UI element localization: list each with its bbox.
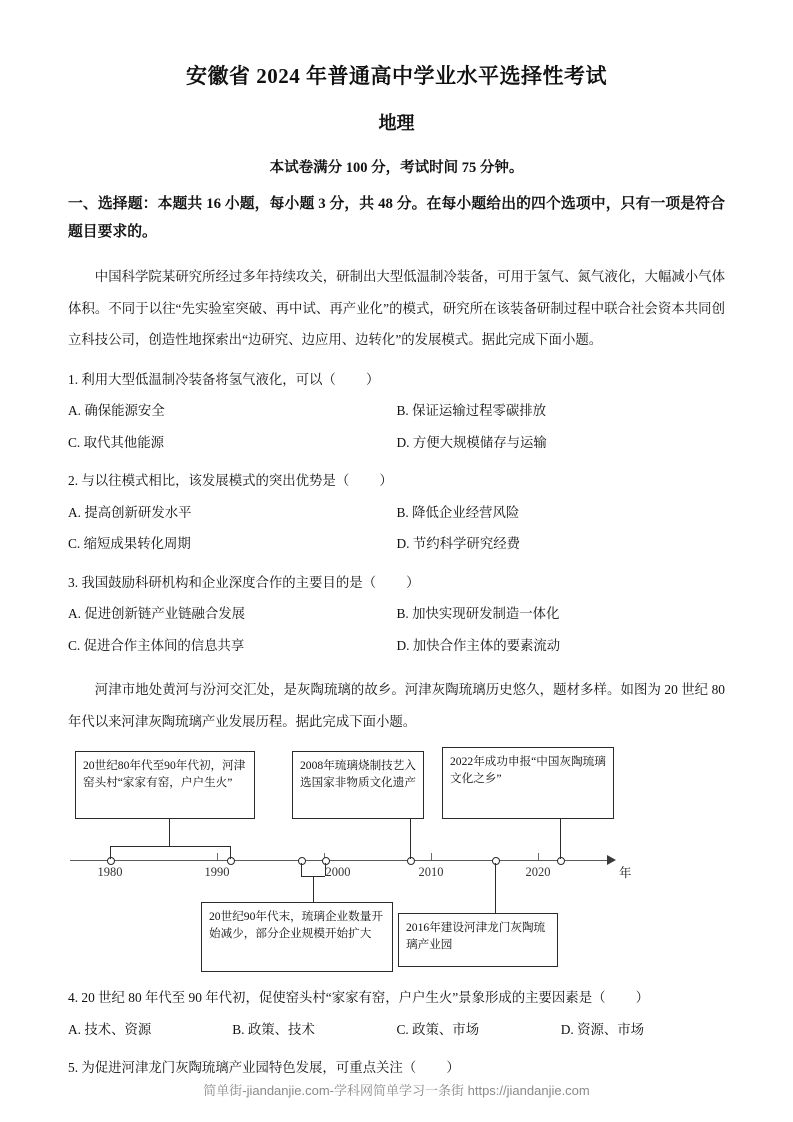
timeline-label-1990: 1990 <box>204 865 230 880</box>
question-2-options-row-1 <box>68 496 725 527</box>
question-1-number: 1. <box>68 371 79 387</box>
timeline-connector-box4-right <box>325 863 326 876</box>
question-2-stem <box>68 457 725 495</box>
timeline-node-2016 <box>492 857 500 865</box>
question-2-option-b[interactable]: B. 降低企业经营风险 <box>396 504 520 520</box>
question-4-stem <box>68 977 725 1012</box>
question-5-number: 5. <box>68 1060 79 1076</box>
question-3-option-b[interactable]: B. 加快实现研发制造一体化 <box>396 606 560 622</box>
timeline-connector-box1-left <box>110 846 111 859</box>
question-2-paren-close: ） <box>379 473 393 489</box>
timeline-figure <box>70 745 670 977</box>
timeline-label-2020: 2020 <box>525 865 551 880</box>
question-2-option-c[interactable]: C. 缩短成果转化周期 <box>68 536 191 552</box>
question-2-options-row-2 <box>68 527 725 558</box>
question-4-option-c[interactable]: C. 政策、市场 <box>396 1021 480 1037</box>
question-4-blank[interactable] <box>605 990 635 1005</box>
question-2-text: 与以往模式相比，该发展模式的突出优势是（ <box>81 473 350 489</box>
question-3-blank[interactable] <box>376 575 406 590</box>
question-1-option-b[interactable]: B. 保证运输过程零碳排放 <box>396 403 547 419</box>
question-3-stem <box>68 559 725 597</box>
question-1-blank[interactable] <box>336 372 366 387</box>
section-one-heading: 一、选择题：本题共 16 小题，每小题 3 分，共 48 分。在每小题给出的四个选项中，只有一项是符合题目要求的。 <box>68 195 725 241</box>
question-5-text: 为促进河津龙门灰陶琉璃产业园特色发展，可重点关注（ <box>81 1060 417 1076</box>
timeline-box-2022: 2022年成功申报“中国灰陶琉璃文化之乡” <box>442 747 614 819</box>
question-3-options-row-2 <box>68 629 725 660</box>
timeline-connector-box5 <box>495 863 496 913</box>
question-1-stem <box>68 356 725 394</box>
question-3-options-row-1 <box>68 597 725 628</box>
question-1-options-row-2 <box>68 426 725 457</box>
timeline-node-1997 <box>298 857 306 865</box>
timeline-connector-box1-stem <box>169 819 170 846</box>
timeline-arrow-icon <box>607 855 616 865</box>
question-3-option-c[interactable]: C. 促进合作主体间的信息共享 <box>68 637 245 653</box>
question-3-number: 3. <box>68 574 79 590</box>
question-5-stem <box>68 1044 725 1082</box>
question-4-text: 20 世纪 80 年代至 90 年代初，促使窑头村“家家有窑，户户生火”景象形成的主要因素是（ <box>81 990 606 1006</box>
timeline-label-2000: 2000 <box>325 865 351 880</box>
timeline-axis <box>70 860 610 861</box>
timeline-connector-box2 <box>410 819 411 859</box>
timeline-tick-2010 <box>431 853 432 860</box>
passage-one: 中国科学院某研究所经过多年持续攻关，研制出大型低温制冷装备，可用于氢气、氮气液化，大幅减小气体体积。不同于以往“先实验室突破、再中试、再产业化”的模式，研究所在该装备研制过程中联合社会资本共同创立科技公司，创造性地探索出“边研究、边应用、边转化”的发展模式。据此完成下面小题。 <box>68 269 725 348</box>
question-4-option-a[interactable]: A. 技术、资源 <box>68 1021 152 1037</box>
passage-two: 河津市地处黄河与汾河交汇处，是灰陶琉璃的故乡。河津灰陶琉璃历史悠久，题材多样。如图为 20 世纪 80 年代以来河津灰陶琉璃产业发展历程。据此完成下面小题。 <box>68 682 725 729</box>
timeline-box-2016: 2016年建设河津龙门灰陶琉璃产业园 <box>398 913 558 967</box>
timeline-node-1999 <box>322 857 330 865</box>
question-2-option-a[interactable]: A. 提高创新研发水平 <box>68 504 192 520</box>
question-4-number: 4. <box>68 990 79 1006</box>
question-4-paren-close: ） <box>635 990 650 1006</box>
question-1-option-c[interactable]: C. 取代其他能源 <box>68 434 164 450</box>
timeline-connector-box3 <box>560 819 561 859</box>
question-4-option-b[interactable]: B. 政策、技术 <box>232 1021 315 1037</box>
question-3-option-d[interactable]: D. 加快合作主体的要素流动 <box>396 637 561 653</box>
timeline-tick-1990 <box>217 853 218 860</box>
question-4-options-row <box>68 1013 725 1044</box>
footer-watermark: 简单街-jiandanjie.com-学科网简单学习一条街 https://jiandanjie.com <box>203 1083 590 1098</box>
timeline-connector-box4-stem <box>313 876 314 902</box>
timeline-label-2010: 2010 <box>418 865 444 880</box>
timeline-box-1980s: 20世纪80年代至90年代初，河津窑头村“家家有窑，户户生火” <box>75 751 255 819</box>
question-1-paren-close: ） <box>365 371 380 387</box>
question-1-options-row-1 <box>68 394 725 425</box>
question-3-paren-close: ） <box>406 574 420 590</box>
question-5-blank[interactable] <box>416 1060 446 1075</box>
question-1-option-a[interactable]: A. 确保能源安全 <box>68 403 165 419</box>
timeline-node-2022 <box>557 857 565 865</box>
timeline-node-2008 <box>407 857 415 865</box>
timeline-tick-2020 <box>538 853 539 860</box>
page-title: 安徽省 2024 年普通高中学业水平选择性考试 <box>186 64 607 88</box>
timeline-box-1990s-end: 20世纪90年代末，琉璃企业数量开始减少，部分企业规模开始扩大 <box>201 902 393 972</box>
question-4-option-d[interactable]: D. 资源、市场 <box>560 1021 645 1037</box>
timeline-label-1980: 1980 <box>97 865 123 880</box>
timeline-box-2008: 2008年琉璃烧制技艺入选国家非物质文化遗产 <box>292 751 424 819</box>
timeline-axis-label: 年 <box>619 866 632 881</box>
question-5-paren-close: ） <box>446 1060 460 1076</box>
timeline-node-1980 <box>107 857 115 865</box>
question-2-option-d[interactable]: D. 节约科学研究经费 <box>396 536 520 552</box>
exam-info: 本试卷满分 100 分，考试时间 75 分钟。 <box>269 159 524 176</box>
subject-title: 地理 <box>378 113 415 134</box>
question-1-text: 利用大型低温制冷装备将氢气液化，可以（ <box>81 371 336 387</box>
timeline-node-1991 <box>227 857 235 865</box>
timeline-connector-box4-left <box>301 863 302 876</box>
question-2-blank[interactable] <box>349 473 379 488</box>
question-1-option-d[interactable]: D. 方便大规模储存与运输 <box>396 434 547 450</box>
timeline-connector-box1-right <box>230 846 231 859</box>
question-3-option-a[interactable]: A. 促进创新链产业链融合发展 <box>68 606 246 622</box>
question-3-text: 我国鼓励科研机构和企业深度合作的主要目的是（ <box>81 574 376 590</box>
question-2-number: 2. <box>68 473 79 489</box>
timeline-connector-box1-bracket <box>110 846 230 847</box>
